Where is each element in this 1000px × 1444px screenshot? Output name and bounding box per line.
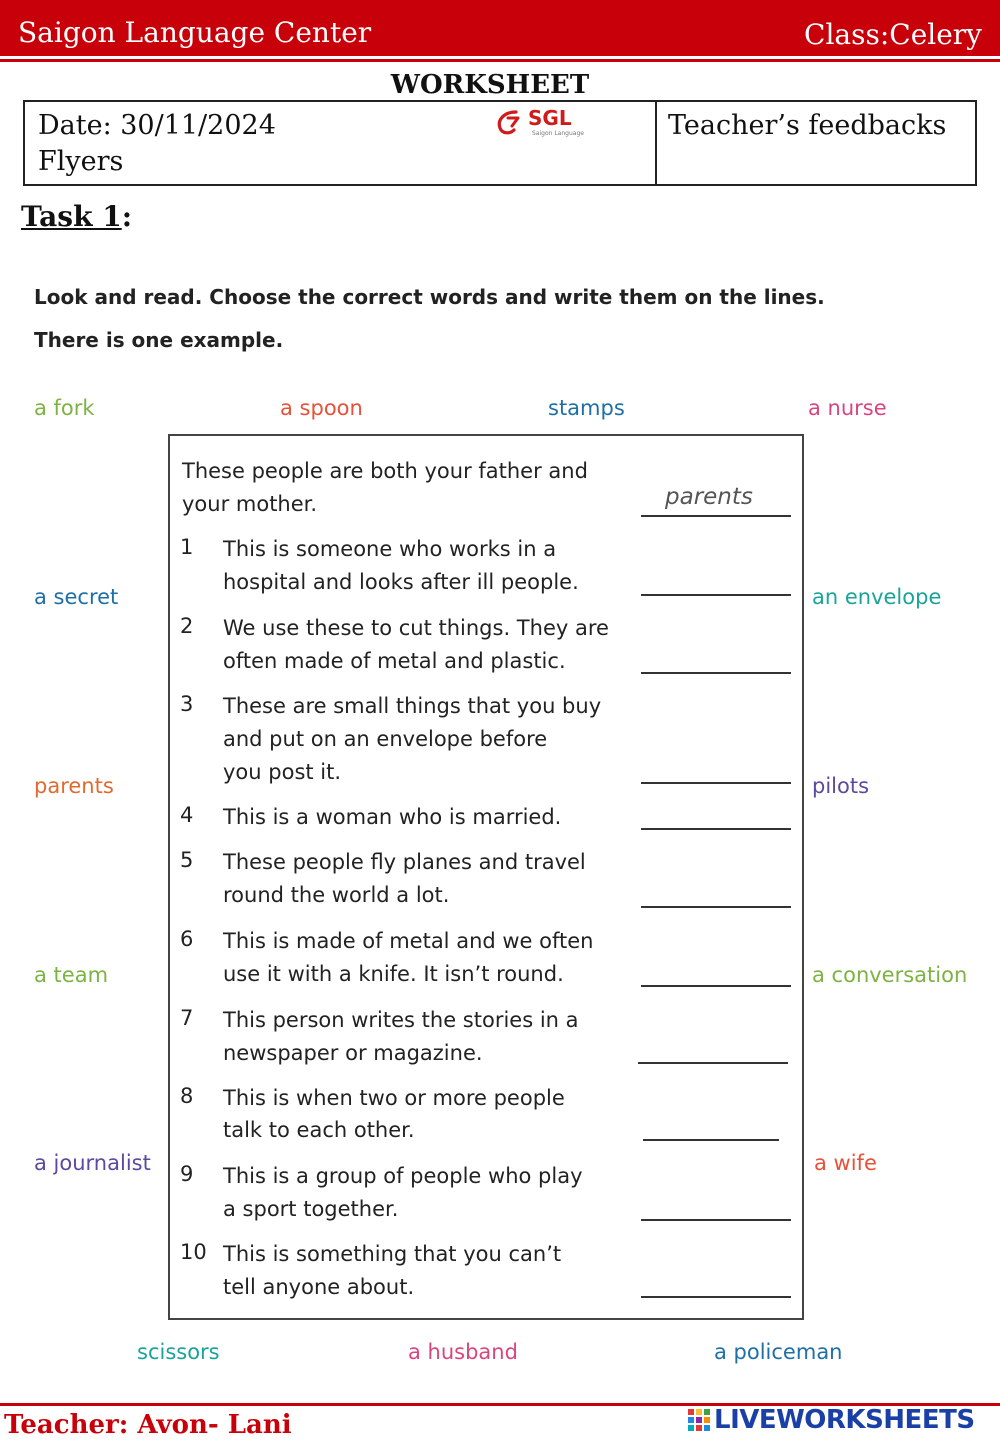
word-policeman: a policeman [714, 1340, 843, 1364]
word-fork: a fork [34, 396, 95, 420]
question-2-line-2: often made of metal and plastic. [223, 649, 566, 673]
task-heading [21, 200, 132, 233]
task-label: Task 1 [21, 200, 122, 233]
question-number: 4 [180, 803, 194, 827]
sgl-logo-subtext: Saigon Language [532, 130, 584, 137]
word-scissors: scissors [137, 1340, 220, 1364]
word-pilots: pilots [812, 774, 870, 798]
question-3-line-3: you post it. [223, 760, 342, 784]
answer-line-4[interactable] [641, 828, 791, 830]
word-stamps: stamps [548, 396, 625, 420]
teacher-name: Teacher: Avon- Lani [4, 1410, 292, 1440]
liveworksheets-text: LIVEWORKSHEETS [714, 1405, 975, 1435]
question-10-line-2: tell anyone about. [223, 1275, 415, 1299]
question-5-line-1: These people fly planes and travel [223, 850, 586, 874]
question-number: 9 [180, 1162, 194, 1186]
answer-line-10[interactable] [641, 1296, 791, 1298]
question-number: 6 [180, 927, 194, 951]
question-1-line-1: This is someone who works in a [223, 537, 557, 561]
example-answer-line [641, 515, 791, 517]
word-conversation: a conversation [812, 963, 968, 987]
question-number: 10 [180, 1240, 207, 1264]
question-8-line-1: This is when two or more people [223, 1086, 565, 1110]
sgl-logo-text: SGL [528, 106, 572, 130]
teacher-feedback-label: Teacher’s feedbacks [668, 110, 947, 141]
question-5-line-2: round the world a lot. [223, 883, 450, 907]
word-envelope: an envelope [812, 585, 942, 609]
word-nurse: a nurse [808, 396, 887, 420]
question-number: 8 [180, 1084, 194, 1108]
question-3-line-1: These are small things that you buy [223, 694, 602, 718]
sgl-logo-icon [494, 108, 524, 138]
answer-line-1[interactable] [641, 594, 791, 596]
example-line-1: These people are both your father and [182, 459, 588, 483]
class-name: Class:Celery [804, 18, 982, 51]
example-line-2: your mother. [182, 492, 318, 516]
answer-line-9[interactable] [641, 1219, 791, 1221]
word-wife: a wife [814, 1151, 877, 1175]
question-3-line-2: and put on an envelope before [223, 727, 548, 751]
word-journalist: a journalist [34, 1151, 151, 1175]
question-4-line-1: This is a woman who is married. [223, 805, 562, 829]
question-9-line-1: This is a group of people who play [223, 1164, 583, 1188]
question-8-line-2: talk to each other. [223, 1118, 415, 1142]
question-number: 1 [180, 535, 194, 559]
question-7-line-1: This person writes the stories in a [223, 1008, 579, 1032]
instruction-line-2: There is one example. [34, 328, 284, 352]
header-divider [0, 59, 1000, 62]
word-parents: parents [34, 774, 114, 798]
question-10-line-1: This is something that you can’t [223, 1242, 562, 1266]
answer-line-8[interactable] [643, 1139, 779, 1141]
question-9-line-2: a sport together. [223, 1197, 399, 1221]
question-2-line-1: We use these to cut things. They are [223, 616, 609, 640]
answer-line-5[interactable] [641, 906, 791, 908]
example-answer: parents [665, 484, 753, 510]
answer-line-6[interactable] [641, 985, 791, 987]
liveworksheets-logo [688, 1405, 988, 1437]
date-label: Date: 30/11/2024 [38, 110, 276, 141]
center-name: Saigon Language Center [18, 16, 372, 49]
question-7-line-2: newspaper or magazine. [223, 1041, 483, 1065]
sgl-logo [494, 106, 594, 142]
answer-line-3[interactable] [641, 782, 791, 784]
word-spoon: a spoon [280, 396, 363, 420]
question-number: 3 [180, 692, 194, 716]
instruction-line-1: Look and read. Choose the correct words and write them on the lines. [34, 285, 825, 309]
level-label: Flyers [38, 146, 124, 177]
answer-line-7[interactable] [638, 1062, 788, 1064]
info-table-divider [655, 100, 657, 186]
liveworksheets-grid-icon [688, 1409, 710, 1431]
question-6-line-2: use it with a knife. It isn’t round. [223, 962, 564, 986]
word-secret: a secret [34, 585, 119, 609]
question-6-line-1: This is made of metal and we often [223, 929, 594, 953]
word-team: a team [34, 963, 109, 987]
task-colon: : [121, 200, 133, 233]
question-number: 5 [180, 848, 194, 872]
question-number: 2 [180, 614, 194, 638]
answer-line-2[interactable] [641, 672, 791, 674]
question-number: 7 [180, 1006, 194, 1030]
word-husband: a husband [408, 1340, 518, 1364]
question-1-line-2: hospital and looks after ill people. [223, 570, 579, 594]
worksheet-title: WORKSHEET [390, 70, 590, 100]
